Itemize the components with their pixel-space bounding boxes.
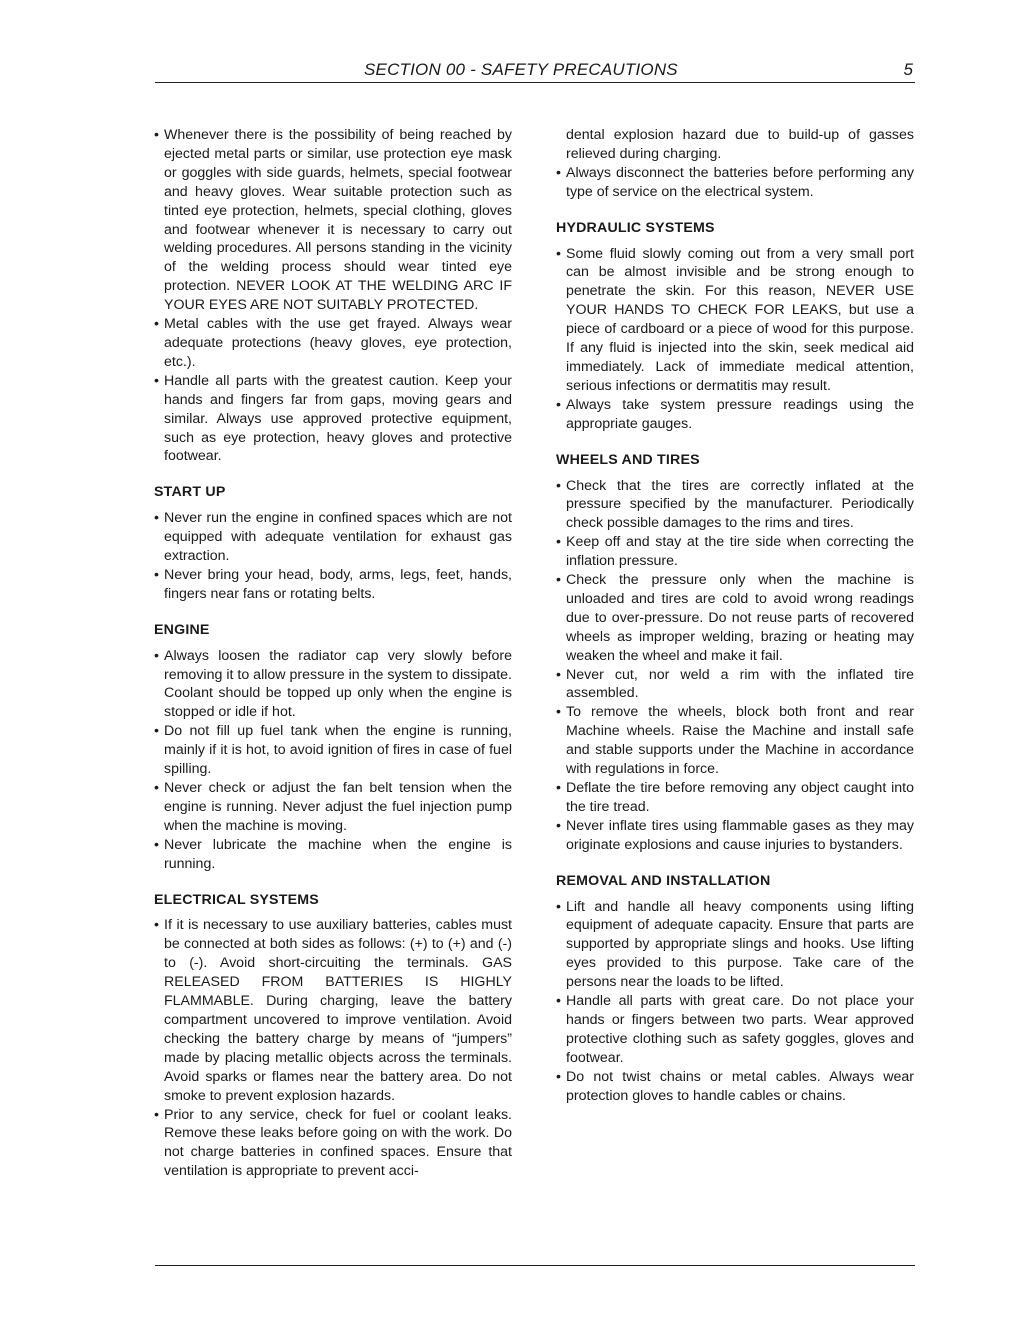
- list-item: • Handle all parts with the greatest caution. Keep your hands and fingers far from gaps, moving gears and similar. Always use approved protective equipment, such as eye protection, heavy gloves and protective footwear.: [154, 372, 512, 467]
- header-divider: [155, 82, 915, 83]
- list-item: • Handle all parts with great care. Do not place your hands or fingers between two parts. Wear approved protective clothing such as safety goggles, gloves and footwear.: [556, 992, 914, 1068]
- page-number: 5: [903, 60, 913, 79]
- continued-text: dental explosion hazard due to build-up of gasses relieved during charging.: [566, 127, 914, 162]
- page-header: [155, 60, 915, 82]
- list-item: • To remove the wheels, block both front and rear Machine wheels. Raise the Machine and install safe and stable supports under the Machine in accordance with regulations in force.: [556, 703, 914, 779]
- list-item: • Do not fill up fuel tank when the engine is running, mainly if it is hot, to avoid ignition of fires in case of fuel spilling.: [154, 722, 512, 779]
- heading-removal-and-installation: REMOVAL AND INSTALLATION: [556, 872, 771, 889]
- right-column: [556, 126, 914, 1106]
- list-item: • Check that the tires are correctly inflated at the pressure specified by the manufacturer. Periodically check possible damages to the rims and tires.: [556, 477, 914, 534]
- list-item: • If it is necessary to use auxiliary batteries, cables must be connected at both sides as follows: (+) to (+) and (-) to (-). Avoid short-circuiting the terminals. GAS RELEASED FROM BATTERIES IS HIGHLY FLAMMABLE. During charging, leave the battery compartment uncovered to improve ventilation. Avoid checking the battery charge by means of “jumpers” made by placing metallic objects across the terminals. Avoid sparks or flames near the battery area. Do not smoke to prevent explosion hazards.: [154, 916, 512, 1105]
- list-item: • Always take system pressure readings using the appropriate gauges.: [556, 396, 914, 434]
- list-item: • Whenever there is the possibility of being reached by ejected metal parts or similar, use protection eye mask or goggles with side guards, helmets, special footwear and heavy gloves. Wear suitable protection such as tinted eye protection, helmets, special clothing, gloves and footwear whenever it is necessary to carry out welding procedures. All persons standing in the vicinity of the welding process should wear tinted eye protection. NEVER LOOK AT THE WELDING ARC IF YOUR EYES ARE NOT SUITABLY PROTECTED.: [154, 126, 512, 315]
- list-item: • Deflate the tire before removing any object caught into the tire tread.: [556, 779, 914, 817]
- footer-divider: [155, 1265, 915, 1266]
- list-item: • Lift and handle all heavy components using lifting equipment of adequate capacity. Ensure that parts are supported by appropriate slings and hooks. Use lifting eyes provided to this purpose. Take care of the persons near the loads to be lifted.: [556, 898, 914, 993]
- list-item: • Always disconnect the batteries before performing any type of service on the electrical system.: [556, 164, 914, 202]
- list-item: • Never cut, nor weld a rim with the inflated tire assembled.: [556, 666, 914, 704]
- section-title: SECTION 00 - SAFETY PRECAUTIONS: [364, 60, 678, 79]
- list-item: • Metal cables with the use get frayed. Always wear adequate protections (heavy gloves, eye protection, etc.).: [154, 315, 512, 372]
- list-item: • Prior to any service, check for fuel or coolant leaks. Remove these leaks before going on with the work. Do not charge batteries in confined spaces. Ensure that ventilation is appropriate to prevent acci-: [154, 1106, 512, 1182]
- heading-wheels-and-tires: WHEELS AND TIRES: [556, 451, 700, 468]
- heading-start-up: START UP: [154, 484, 226, 501]
- list-item: • Never run the engine in confined spaces which are not equipped with adequate ventilation for exhaust gas extraction.: [154, 509, 512, 566]
- list-item: • Do not twist chains or metal cables. Always wear protection gloves to handle cables or chains.: [556, 1068, 914, 1106]
- list-item: • Keep off and stay at the tire side when correcting the inflation pressure.: [556, 533, 914, 571]
- left-column: [154, 126, 512, 1181]
- list-item: • Never bring your head, body, arms, legs, feet, hands, fingers near fans or rotating belts.: [154, 566, 512, 604]
- list-item: • Check the pressure only when the machine is unloaded and tires are cold to avoid wrong readings due to over-pressure. Do not reuse parts of recovered wheels as improper welding, brazing or heating may weaken the wheel and make it fail.: [556, 571, 914, 666]
- list-item: • Never check or adjust the fan belt tension when the engine is running. Never adjust the fuel injection pump when the machine is moving.: [154, 779, 512, 836]
- list-item: • Never inflate tires using flammable gases as they may originate explosions and cause injuries to bystanders.: [556, 817, 914, 855]
- list-item: • Never lubricate the machine when the engine is running.: [154, 836, 512, 874]
- list-item: • Always loosen the radiator cap very slowly before removing it to allow pressure in the system to dissipate. Coolant should be topped up only when the engine is stopped or idle if hot.: [154, 647, 512, 723]
- heading-electrical-systems: ELECTRICAL SYSTEMS: [154, 891, 319, 908]
- heading-hydraulic-systems: HYDRAULIC SYSTEMS: [556, 219, 715, 236]
- heading-engine: ENGINE: [154, 621, 210, 638]
- list-item: • Some fluid slowly coming out from a very small port can be almost invisible and be strong enough to penetrate the skin. For this reason, NEVER USE YOUR HANDS TO CHECK FOR LEAKS, but use a piece of cardboard or a piece of wood for this purpose. If any fluid is injected into the skin, seek medical aid immediately. Lack of immediate medical attention, serious infections or dermatitis may result.: [556, 245, 914, 396]
